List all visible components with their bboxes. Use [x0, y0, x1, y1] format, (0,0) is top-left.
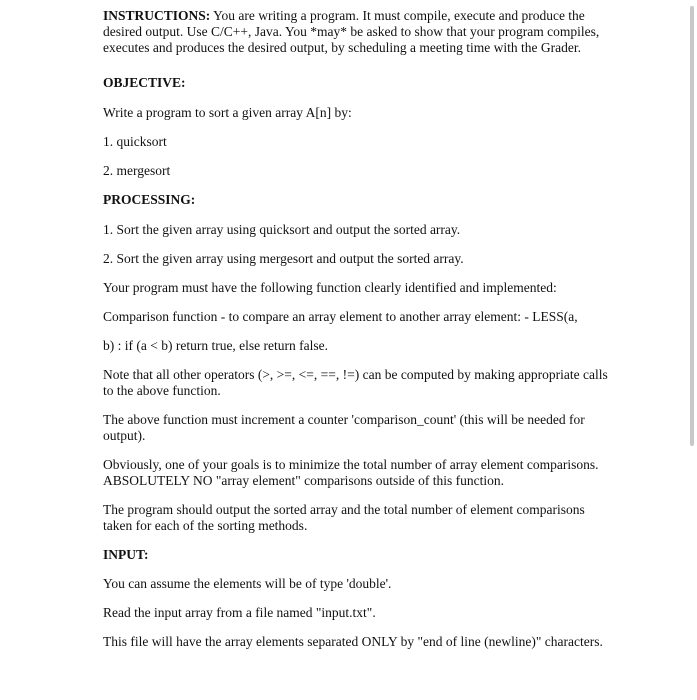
- objective-intro: Write a program to sort a given array A[n] by:: [103, 105, 352, 120]
- objective-item-mergesort: 2. mergesort: [103, 163, 171, 178]
- input-file-note: Read the input array from a file named "input.txt".: [103, 605, 376, 620]
- objective-heading: OBJECTIVE:: [103, 75, 186, 90]
- instructions-paragraph: [103, 8, 613, 56]
- instructions-text: You are writing a program. It must compile, execute and produce the desired output. Use C/C++, Java. You *may* be asked to show that your program compiles, executes and produces the desired output, by scheduling a meeting time with the Grader.: [103, 8, 600, 55]
- processing-heading: PROCESSING:: [103, 192, 196, 207]
- must-have-text: Your program must have the following function clearly identified and implemented:: [103, 280, 557, 295]
- comparison-line-1: Comparison function - to compare an array element to another array element: - LESS(a,: [103, 309, 578, 324]
- processing-step-2: 2. Sort the given array using mergesort and output the sorted array.: [103, 251, 464, 266]
- output-note: The program should output the sorted array and the total number of element comparisons taken for each of the sorting methods.: [103, 502, 585, 533]
- instructions-label: INSTRUCTIONS:: [103, 8, 211, 23]
- counter-note: The above function must increment a counter 'comparison_count' (this will be needed for output).: [103, 412, 585, 443]
- input-heading: INPUT:: [103, 547, 149, 562]
- input-type-note: You can assume the elements will be of type 'double'.: [103, 576, 392, 591]
- operators-note: Note that all other operators (>, >=, <=, ==, !=) can be computed by making appropriate calls to the above function.: [103, 367, 608, 398]
- goal-note: Obviously, one of your goals is to minimize the total number of array element comparisons. ABSOLUTELY NO "array element" comparisons outside of this function.: [103, 457, 599, 488]
- comparison-line-2: b) : if (a < b) return true, else return false.: [103, 338, 329, 353]
- objective-item-quicksort: 1. quicksort: [103, 134, 167, 149]
- document-body: [103, 8, 613, 650]
- input-format-note: This file will have the array elements separated ONLY by "end of line (newline)" characters.: [103, 634, 603, 649]
- processing-step-1: 1. Sort the given array using quicksort and output the sorted array.: [103, 222, 461, 237]
- vertical-scrollbar[interactable]: [690, 6, 694, 446]
